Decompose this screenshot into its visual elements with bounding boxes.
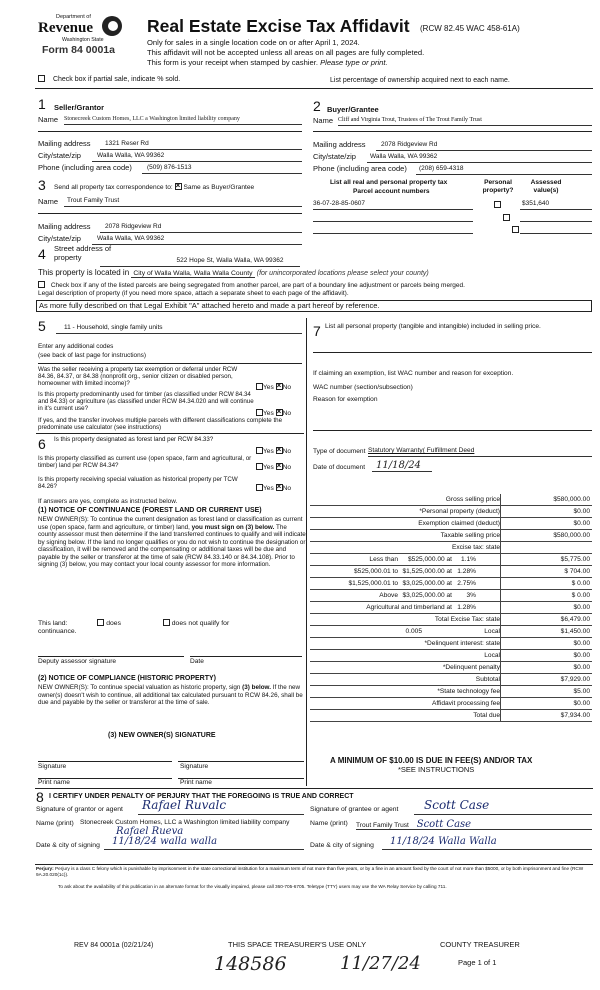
buyer-mail-field[interactable] bbox=[376, 141, 592, 151]
rcw-citation: (RCW 82.45 WAC 458-61A) bbox=[420, 24, 520, 33]
located-label: This property is located in bbox=[38, 268, 130, 277]
affidavit-label: Affidavit processing fee bbox=[431, 700, 500, 707]
q-timber-yes-checkbox[interactable] bbox=[256, 409, 263, 416]
q-exemption-yes-checkbox[interactable] bbox=[256, 383, 263, 390]
t1-value[interactable]: $5,775.00 bbox=[560, 556, 590, 563]
new-owner-print-label-1: Print name bbox=[38, 779, 70, 786]
personal-head bbox=[480, 179, 516, 194]
reason-label: Reason for exemption bbox=[313, 396, 378, 403]
buyer-phone-field[interactable] bbox=[416, 165, 592, 175]
q-forest-no-checkbox[interactable] bbox=[276, 447, 283, 454]
sig-grantee-field[interactable] bbox=[414, 799, 592, 815]
personal-value[interactable]: $0.00 bbox=[573, 508, 590, 515]
q-timber-no-checkbox[interactable] bbox=[276, 409, 283, 416]
date-grantee-field[interactable] bbox=[382, 836, 592, 850]
t2-rate: 1.28% bbox=[457, 568, 476, 575]
header-sub2: This affidavit will not be accepted unless all areas on all pages are fully completed. bbox=[147, 48, 425, 57]
row-ag bbox=[310, 602, 592, 614]
rev-number: REV 84 0001a (02/21/24) bbox=[74, 942, 154, 949]
does-label: does bbox=[106, 620, 121, 627]
notice1-bold: you must sign on (3) below. bbox=[191, 523, 275, 531]
q-timber-yes-label: Yes bbox=[263, 410, 274, 417]
total-state-label: Total Excise Tax: state bbox=[434, 616, 500, 623]
personal-prop-text: List all personal property (tangible and intangible) included in selling price. bbox=[325, 323, 541, 330]
q-exemption-answer bbox=[256, 383, 291, 392]
q-historic-yes-checkbox[interactable] bbox=[256, 484, 263, 491]
personal-head2: property? bbox=[482, 186, 514, 194]
q-current-use-answer bbox=[256, 463, 291, 472]
row-tier2 bbox=[310, 566, 592, 578]
name-grantee-value: Trout Family Trust bbox=[356, 822, 409, 829]
q-multi-parcel: If yes, and the transfer involves multiple parcels with different classifications complete the predominate use calculator (see instructions) bbox=[38, 417, 283, 432]
name-grantor-field[interactable] bbox=[80, 819, 306, 827]
local-label: Local bbox=[484, 628, 500, 635]
parcels-head1: List all real and personal property tax bbox=[330, 179, 448, 186]
assessed-1-value: $351,640 bbox=[522, 200, 550, 207]
does-checkbox[interactable] bbox=[97, 619, 104, 626]
legal-desc-field[interactable] bbox=[36, 300, 592, 312]
affidavit-value[interactable]: $0.00 bbox=[573, 700, 590, 707]
ag-value[interactable]: $0.00 bbox=[573, 604, 590, 611]
notice1-p1: NEW OWNER(S): To continue the current designation as forest land or classification as current use (open space, farm and agriculture, or timber) land, bbox=[38, 516, 303, 531]
deputy-date-label: Date bbox=[190, 658, 204, 665]
row-gross bbox=[310, 494, 592, 506]
name-grantor-hw: Rafael Rueva bbox=[116, 826, 184, 837]
seller-phone-label: Phone (including area code) bbox=[38, 163, 132, 172]
tax-corr-text: Send all property tax correspondence to: bbox=[54, 184, 173, 191]
t2-amt: $1,525,000.00 at bbox=[402, 568, 452, 575]
section-1-number: 1 bbox=[38, 96, 46, 112]
q-historic: Is this property receiving special valuation as historical property per TCW 84.26? bbox=[38, 476, 238, 491]
continuance-label: continuance. bbox=[38, 628, 77, 635]
q-current-use-yes-checkbox[interactable] bbox=[256, 463, 263, 470]
assessed-head2: value(s) bbox=[533, 186, 559, 194]
section-4-number: 4 bbox=[38, 246, 46, 262]
logo-mark-icon bbox=[102, 16, 122, 36]
logo-line3: Washington State bbox=[62, 37, 104, 43]
street-label1: Street address of bbox=[54, 244, 112, 253]
tax-corr-mail-label: Mailing address bbox=[38, 222, 91, 231]
seller-mail-label: Mailing address bbox=[38, 139, 91, 148]
q-timber-no-label: No bbox=[282, 410, 292, 417]
notice1-title: (1) NOTICE OF CONTINUANCE (FOREST LAND OR CURRENT USE) bbox=[38, 507, 262, 514]
q-historic-answer bbox=[256, 484, 291, 493]
new-owner-print-label-2: Print name bbox=[180, 779, 212, 786]
buyer-heading: Buyer/Grantee bbox=[327, 105, 379, 114]
located-row bbox=[38, 268, 429, 278]
q-exemption-yes-label: Yes bbox=[263, 384, 274, 391]
same-as-buyer-checkbox[interactable] bbox=[175, 183, 182, 190]
located-note: (for unincorporated locations please select your county) bbox=[256, 270, 429, 277]
ag-label: Agricultural and timberland at bbox=[366, 604, 452, 611]
seller-mail-value: 1321 Reser Rd bbox=[105, 140, 149, 147]
q-exemption-no-checkbox[interactable] bbox=[276, 383, 283, 390]
logo-line1: Department of bbox=[56, 14, 91, 20]
t4-label: Above bbox=[379, 592, 398, 599]
this-land-row bbox=[38, 619, 229, 628]
q-forest: Is this property designated as forest land per RCW 84.33? bbox=[54, 436, 214, 443]
certify-text: I CERTIFY UNDER PENALTY OF PERJURY THAT THE FOREGOING IS TRUE AND CORRECT bbox=[49, 793, 354, 800]
located-value[interactable]: City of Walla Walla, Walla Walla County bbox=[133, 270, 253, 277]
deputy-sig-label: Deputy assessor signature bbox=[38, 658, 117, 665]
q-historic-no-label: No bbox=[282, 485, 292, 492]
tech-value[interactable]: $5.00 bbox=[573, 688, 590, 695]
seller-city-field[interactable] bbox=[92, 152, 302, 162]
q-current-use-no-label: No bbox=[282, 464, 292, 471]
exempt-label: Exemption claimed (deduct) bbox=[418, 520, 500, 527]
assessed-field-1[interactable] bbox=[520, 200, 592, 210]
q-current-use: Is this property classified as current use (open space, farm and agricultural, or timber) land per RCW 84.34? bbox=[38, 455, 252, 470]
availability-text: To ask about the availability of this publication in an alternate format for the visually impaired, please call 360-705-6705. Teletype (TTY) users may use the WA Relay Service by calling 711. bbox=[58, 884, 447, 889]
assessed-head1: Assessed bbox=[530, 179, 562, 186]
date-grantor-label: Date & city of signing bbox=[36, 842, 100, 849]
row-affidavit bbox=[310, 698, 592, 710]
buyer-phone-label: Phone (including area code) bbox=[313, 164, 407, 173]
seller-city-label: City/state/zip bbox=[38, 151, 81, 160]
personal-checkbox-3[interactable] bbox=[512, 226, 519, 233]
assessed-field-2[interactable] bbox=[520, 212, 592, 222]
parcels-head2: Parcel account numbers bbox=[353, 188, 430, 195]
tax-corr-name-field[interactable] bbox=[64, 197, 302, 207]
delinq-local-label: Local bbox=[484, 652, 500, 659]
taxable-value[interactable]: $580,000.00 bbox=[553, 532, 590, 539]
notice2-p1: NEW OWNER(S): To continue special valuation as historic property, sign bbox=[38, 684, 241, 691]
notice2-bold: (3) below. bbox=[242, 684, 271, 691]
t1-amt: $525,000.00 at bbox=[408, 556, 452, 563]
header-sub3a: This form is your receipt when stamped by cashier. bbox=[147, 58, 318, 67]
name-grantee-label: Name (print) bbox=[310, 820, 348, 827]
local-rate: 0.005 bbox=[405, 628, 422, 635]
tax-corr-mail-field[interactable] bbox=[100, 223, 302, 233]
same-as-buyer-label: Same as Buyer/Grantee bbox=[183, 184, 255, 191]
t3-label: $1,525,000.01 to bbox=[348, 580, 398, 587]
section-2-number: 2 bbox=[313, 98, 321, 114]
header-sub3 bbox=[147, 59, 388, 68]
delinq-local-value[interactable]: $0.00 bbox=[573, 652, 590, 659]
parcel-1-value: 36-07-28-85-0607 bbox=[313, 200, 366, 207]
t4-rate: 3% bbox=[466, 592, 476, 599]
exempt-value[interactable]: $0.00 bbox=[573, 520, 590, 527]
seller-mail-field[interactable] bbox=[100, 140, 302, 150]
stamp-number: 148586 bbox=[214, 953, 287, 975]
parcel-field-3[interactable] bbox=[313, 224, 473, 234]
does-not-label: does not qualify for bbox=[171, 620, 230, 627]
date-grantee-label: Date & city of signing bbox=[310, 842, 374, 849]
parcel-field-1[interactable] bbox=[313, 200, 473, 210]
seller-heading: Seller/Grantor bbox=[54, 103, 105, 112]
street-field[interactable] bbox=[100, 257, 300, 267]
new-owner-sig-label-1: Signature bbox=[38, 763, 67, 770]
sig-grantee-value: Scott Case bbox=[424, 798, 490, 812]
doc-type-value: Statutory Warranty( Fulfillment Deed bbox=[368, 447, 475, 454]
logo-line2: Revenue bbox=[38, 20, 93, 36]
row-tier1 bbox=[310, 554, 592, 566]
ownership-note: List percentage of ownership acquired next to each name. bbox=[330, 77, 510, 84]
treasurer-use: THIS SPACE TREASURER'S USE ONLY bbox=[228, 940, 367, 949]
seller-phone-field[interactable] bbox=[142, 164, 302, 174]
buyer-name-label: Name bbox=[313, 116, 334, 125]
t2-label: $525,000.01 to bbox=[354, 568, 398, 575]
doc-type-label: Type of document bbox=[313, 448, 366, 455]
form-number: Form 84 0001a bbox=[42, 44, 115, 56]
assessed-head bbox=[524, 179, 568, 194]
q-exemption: Was the seller receiving a property tax exemption or deferral under RCW 84.36, 84.37, or 84.38 (nonprofit org., senior citizen or disabled person, homeowner with limited income)? bbox=[38, 366, 238, 388]
row-total-state bbox=[310, 614, 592, 626]
use-code-field[interactable] bbox=[56, 324, 302, 334]
tax-corr-city-field[interactable] bbox=[92, 235, 302, 245]
segregated-row bbox=[38, 281, 465, 289]
ag-rate: 1.28% bbox=[457, 604, 476, 611]
q-historic-no-checkbox[interactable] bbox=[276, 484, 283, 491]
local-value[interactable]: $1,450.00 bbox=[560, 628, 590, 635]
segregated-checkbox[interactable] bbox=[38, 281, 45, 288]
buyer-name-value: Cliff and Virginia Trout, Trustees of The Trout Family Trust bbox=[338, 117, 482, 123]
excise-label: Excise tax: state bbox=[451, 544, 500, 551]
tax-corr-mail-value: 2078 Ridgeview Rd bbox=[105, 223, 162, 230]
tax-corr-city-value: Walla Walla, WA 99362 bbox=[97, 235, 165, 242]
legal-desc-label: Legal description of property (if you need more space, attach a separate sheet to each page of the affidavit). bbox=[38, 290, 349, 297]
tax-corr-city-label: City/state/zip bbox=[38, 234, 81, 243]
taxable-label: Taxable selling price bbox=[440, 532, 500, 539]
section-7-number: 7 bbox=[313, 323, 321, 339]
street-value: 522 Hope St, Walla Walla, WA 99362 bbox=[176, 257, 284, 264]
answers-yes-note: If answers are yes, complete as instructed below. bbox=[38, 498, 178, 505]
tax-corr-name-label: Name bbox=[38, 197, 59, 206]
personal-label: *Personal property (deduct) bbox=[419, 508, 500, 515]
seller-phone-value: (509) 876-1513 bbox=[147, 164, 192, 171]
doc-type-field[interactable] bbox=[368, 447, 592, 457]
q-current-use-yes-label: Yes bbox=[263, 464, 274, 471]
q-forest-no-label: No bbox=[282, 448, 292, 455]
partial-sale-row bbox=[38, 75, 180, 84]
name-grantee-field[interactable] bbox=[356, 819, 592, 830]
street-label2: property bbox=[54, 252, 82, 262]
row-personal bbox=[310, 506, 592, 518]
t2-value[interactable]: $ 704.00 bbox=[564, 568, 590, 575]
total-state-value[interactable]: $6,479.00 bbox=[560, 616, 590, 623]
buyer-name-field[interactable] bbox=[338, 116, 592, 126]
t1-label: Less than bbox=[369, 556, 398, 563]
row-local bbox=[310, 626, 592, 638]
row-tier4 bbox=[310, 590, 592, 602]
buyer-city-label: City/state/zip bbox=[313, 152, 356, 161]
row-tech bbox=[310, 686, 592, 698]
t3-amt: $3,025,000.00 at bbox=[402, 580, 452, 587]
row-penalty bbox=[310, 662, 592, 674]
buyer-mail-value: 2078 Ridgeview Rd bbox=[381, 141, 438, 148]
name-grantor-value: Stonecreek Custom Homes, LLC a Washington limited liability company bbox=[80, 819, 290, 826]
name-grantee-hw: Scott Case bbox=[416, 819, 472, 830]
doc-date-label: Date of document bbox=[313, 464, 366, 471]
seller-name-label: Name bbox=[38, 115, 59, 124]
header-sub3b: Please type or print. bbox=[320, 58, 388, 67]
t4-amt: $3,025,000.00 at bbox=[402, 592, 452, 599]
buyer-city-field[interactable] bbox=[367, 153, 592, 163]
see-instructions: *SEE INSTRUCTIONS bbox=[398, 765, 475, 774]
sig-grantee-label: Signature of grantee or agent bbox=[310, 806, 399, 813]
minimum-note: A MINIMUM OF $10.00 IS DUE IN FEE(S) AND/OR TAX bbox=[330, 756, 533, 765]
gross-value[interactable]: $580,000.00 bbox=[553, 496, 590, 503]
section-8-number: 8 bbox=[36, 789, 44, 805]
q-forest-answer bbox=[256, 447, 291, 456]
use-code-value: 11 - Household, single family units bbox=[64, 324, 163, 331]
page-number: Page 1 of 1 bbox=[458, 958, 497, 967]
row-subtotal bbox=[310, 674, 592, 686]
perjury-body: Perjury is a class C felony which is punishable by imprisonment in the state correctional institution for a maximum term of not more than five years, or by a fine in an amount fixed by the court of not more than $5000, or by both imprisonment and fine (RCW 9A.20.020(1c)). bbox=[36, 866, 584, 877]
row-tier3 bbox=[310, 578, 592, 590]
seller-name-value: Stonecreek Custom Homes, LLC a Washington limited liability company bbox=[64, 116, 240, 122]
date-grantor-field[interactable] bbox=[104, 836, 304, 850]
q-historic-yes-label: Yes bbox=[263, 485, 274, 492]
doc-date-field[interactable] bbox=[372, 460, 432, 472]
delinq-value[interactable]: $0.00 bbox=[573, 640, 590, 647]
delinq-label: *Delinquent interest: state bbox=[424, 640, 500, 647]
sig-grantor-value: Rafael Ruvalc bbox=[142, 798, 227, 812]
date-grantor-value: 11/18/24 walla walla bbox=[112, 836, 218, 847]
t3-rate: 2.75% bbox=[457, 580, 476, 587]
seller-name-field[interactable] bbox=[64, 115, 302, 125]
exemption-text: If claiming an exemption, list WAC number and reason for exception. bbox=[313, 370, 514, 377]
segregated-label: Check box if any of the listed parcels are being segregated from another parcel, are part of a boundary line adjustment or parcels being merged. bbox=[50, 282, 465, 289]
parcel-field-2[interactable] bbox=[313, 212, 473, 222]
row-excise bbox=[310, 542, 592, 554]
see-back: (see back of last page for instructions) bbox=[38, 352, 146, 359]
buyer-city-value: Walla Walla, WA 99362 bbox=[370, 153, 438, 160]
t4-value[interactable]: $ 0.00 bbox=[571, 592, 590, 599]
partial-sale-label: Check box if partial sale, indicate % sold. bbox=[52, 76, 181, 83]
personal-head1: Personal bbox=[484, 179, 512, 186]
assessed-field-3[interactable] bbox=[520, 224, 592, 234]
county-treasurer: COUNTY TREASURER bbox=[440, 940, 520, 949]
section-6-number: 6 bbox=[38, 436, 46, 452]
subtotal-value[interactable]: $7,929.00 bbox=[560, 676, 590, 683]
partial-sale-checkbox[interactable] bbox=[38, 75, 45, 82]
tax-corr-name-value: Trout Family Trust bbox=[67, 197, 120, 204]
notice2-body bbox=[38, 684, 306, 707]
t3-value[interactable]: $ 0.00 bbox=[571, 580, 590, 587]
legal-desc-value: As more fully described on that Legal Exhibit "A" attached hereto and made a part hereof by reference. bbox=[39, 301, 380, 310]
row-total bbox=[310, 710, 592, 722]
doc-date-value: 11/18/24 bbox=[376, 460, 421, 471]
dor-logo bbox=[36, 14, 128, 64]
this-land-label: This land: bbox=[38, 620, 68, 627]
notice1-body bbox=[38, 516, 306, 569]
t1-rate: 1.1% bbox=[460, 556, 476, 563]
name-grantor-label: Name (print) bbox=[36, 820, 74, 827]
enter-codes: Enter any additional codes bbox=[38, 343, 114, 350]
buyer-mail-label: Mailing address bbox=[313, 140, 366, 149]
section-5-number: 5 bbox=[38, 318, 46, 334]
form-title: Real Estate Excise Tax Affidavit bbox=[147, 16, 410, 36]
q-forest-yes-checkbox[interactable] bbox=[256, 447, 263, 454]
personal-checkbox-1[interactable] bbox=[494, 201, 501, 208]
notice1-p2: The county assessor must then determine if the land transferred continues to qualify and will indicate by signing below. If the land no longer qualifies or you do not wish to continue the designation or classification, it will be removed and the compensating or additional taxes will be due and payable by the seller or transferor at the time of sale (RCW 84.33.140 or 84.34.108). Prior to signing (3) below, you may contact your local county assessor for more information. bbox=[38, 523, 306, 569]
penalty-value[interactable]: $0.00 bbox=[573, 664, 590, 671]
seller-city-value: Walla Walla, WA 99362 bbox=[97, 152, 165, 159]
penalty-label: *Delinquent penalty bbox=[442, 664, 500, 671]
sig-grantor-label: Signature of grantor or agent bbox=[36, 806, 123, 813]
q-current-use-no-checkbox[interactable] bbox=[276, 463, 283, 470]
tax-corr-row bbox=[54, 183, 254, 192]
total-value[interactable]: $7,934.00 bbox=[560, 712, 590, 719]
notice2-title: (2) NOTICE OF COMPLIANCE (HISTORIC PROPERTY) bbox=[38, 675, 216, 682]
tech-label: *State technology fee bbox=[437, 688, 500, 695]
wac-label: WAC number (section/subsection) bbox=[313, 384, 413, 391]
notice3-title: (3) NEW OWNER(S) SIGNATURE bbox=[108, 732, 216, 739]
sig-grantor-field[interactable] bbox=[138, 799, 304, 815]
section-3-number: 3 bbox=[38, 177, 46, 193]
date-grantee-value: 11/18/24 Walla Walla bbox=[390, 836, 497, 847]
row-delinq bbox=[310, 638, 592, 650]
row-delinq-local bbox=[310, 650, 592, 662]
new-owner-sig-label-2: Signature bbox=[180, 763, 209, 770]
q-timber: Is this property predominantly used for timber (as classified under RCW 84.34 and 84.33) or agriculture (as classified under RCW 84.34.020 and will continue in it's current use? bbox=[38, 391, 254, 413]
row-exempt bbox=[310, 518, 592, 530]
q-forest-yes-label: Yes bbox=[263, 448, 274, 455]
does-not-checkbox[interactable] bbox=[163, 619, 170, 626]
perjury-bold: Perjury: bbox=[36, 866, 54, 871]
subtotal-label: Subtotal bbox=[475, 676, 500, 683]
buyer-phone-value: (208) 659-4318 bbox=[419, 165, 464, 172]
stamp-date: 11/27/24 bbox=[340, 953, 421, 974]
header-sub1: Only for sales in a single location code on or after April 1, 2024. bbox=[147, 38, 360, 47]
personal-checkbox-2[interactable] bbox=[503, 214, 510, 221]
row-taxable bbox=[310, 530, 592, 542]
total-label: Total due bbox=[473, 712, 500, 719]
gross-label: Gross selling price bbox=[445, 496, 500, 503]
perjury-text bbox=[36, 866, 592, 878]
notice2-p2: If the new owner(s) doesn't wish to continue, all additional tax calculated pursuant to RCW 84.26, shall be due and payable by the seller or transferor at the time of sale. bbox=[38, 684, 303, 707]
q-exemption-no-label: No bbox=[282, 384, 292, 391]
